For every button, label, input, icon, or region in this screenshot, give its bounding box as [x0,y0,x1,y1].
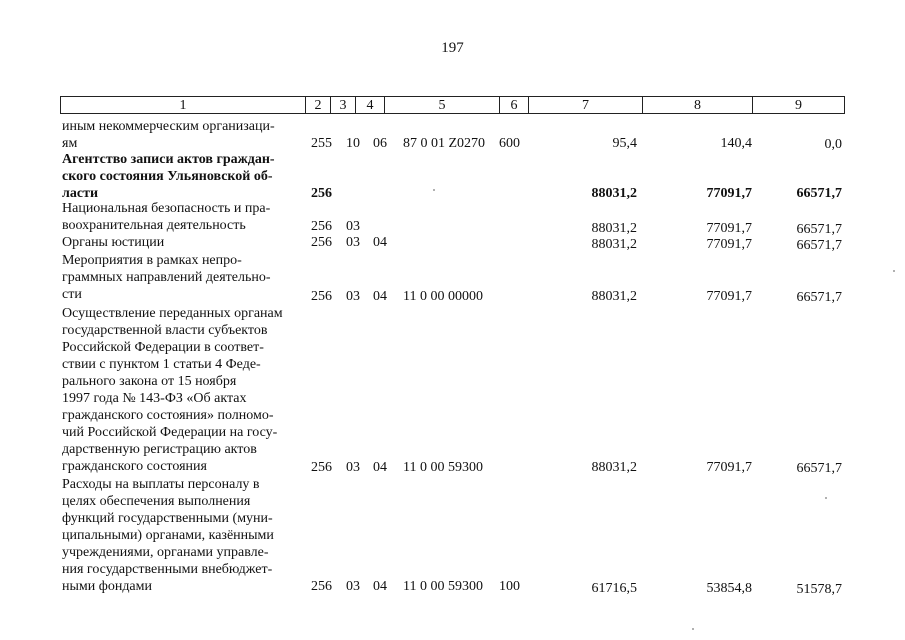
cell-col-2: 256 [311,460,332,475]
row-name [62,200,300,234]
row-name-line: ципальными) органами, казёнными [62,528,274,543]
row-name-line: Органы юстиции [62,235,165,250]
cell-col-8: 77091,7 [706,237,752,252]
cell-col-4: 04 [373,460,387,475]
cell-col-2: 256 [311,289,332,304]
cell-col-6: 600 [499,136,520,151]
cell-col-8: 77091,7 [706,221,752,236]
row-name-line: ными фондами [62,579,153,594]
cell-col-8: 77091,7 [706,186,752,201]
row-name-line: ласти [62,186,99,201]
row-name [62,118,300,152]
row-name-line: Национальная безопасность и пра- [62,201,271,216]
cell-col-9: 66571,7 [796,238,842,253]
cell-col-2: 256 [311,186,332,201]
cell-col-2: 255 [311,136,332,151]
cell-col-7: 88031,2 [591,289,637,304]
cell-col-9: 66571,7 [796,290,842,305]
cell-col-7: 88031,2 [591,460,637,475]
cell-col-5: 11 0 00 59300 [403,579,483,594]
cell-col-9: 66571,7 [796,222,842,237]
row-name-line: рального закона от 15 ноября [62,374,237,389]
cell-col-5: 11 0 00 00000 [403,289,483,304]
header-col-5: 5 [384,96,500,114]
page-number: 197 [441,40,464,56]
cell-col-8: 77091,7 [706,460,752,475]
cell-col-4: 04 [373,235,387,250]
scan-speck [433,189,435,191]
row-name-line: 1997 года № 143-ФЗ «Об актах [62,391,247,406]
header-col-1: 1 [60,96,306,114]
cell-col-8: 77091,7 [706,289,752,304]
row-name-line: воохранительная деятельность [62,218,246,233]
cell-col-3: 03 [346,460,360,475]
cell-col-4: 04 [373,579,387,594]
row-name-line: функций государственными (муни- [62,511,273,526]
row-name-line: ния государственными внебюджет- [62,562,273,577]
cell-col-5: 11 0 00 59300 [403,460,483,475]
row-name-line: Агентство записи актов граждан- [62,152,275,167]
cell-col-3: 03 [346,289,360,304]
row-name-line: гражданского состояния [62,459,207,474]
cell-col-2: 256 [311,579,332,594]
row-name-line: сти [62,287,82,302]
row-name-line: граммных направлений деятельно- [62,270,271,285]
header-col-7: 7 [528,96,643,114]
row-name [62,476,300,595]
row-name [62,151,300,202]
row-name-line: Российской Федерации в соответ- [62,340,264,355]
row-name-line: ям [62,136,78,151]
cell-col-8: 53854,8 [706,581,752,596]
row-name-line: Мероприятия в рамках непро- [62,253,242,268]
scan-speck [893,270,895,272]
header-col-8: 8 [642,96,753,114]
cell-col-9: 51578,7 [796,582,842,597]
cell-col-3: 03 [346,579,360,594]
row-name-line: государственной власти субъектов [62,323,268,338]
cell-col-2: 256 [311,235,332,250]
row-name-line: учреждениями, органами управле- [62,545,269,560]
cell-col-5: 87 0 01 Z0270 [403,136,486,151]
header-col-9: 9 [752,96,845,114]
scan-speck [825,497,827,499]
row-name-line: дарственную регистрацию актов [62,442,257,457]
cell-col-3: 03 [346,219,360,234]
cell-col-3: 03 [346,235,360,250]
row-name-line: ствии с пунктом 1 статьи 4 Феде- [62,357,261,372]
row-name-line: Осуществление переданных органам [62,306,283,321]
cell-col-7: 61716,5 [591,581,637,596]
row-name-line: Расходы на выплаты персоналу в [62,477,260,492]
cell-col-9: 66571,7 [796,461,842,476]
cell-col-6: 100 [499,579,520,594]
cell-col-7: 88031,2 [591,186,637,201]
cell-col-8: 140,4 [720,136,752,151]
row-name [62,234,300,251]
row-name [62,305,300,475]
cell-col-9: 0,0 [824,137,842,152]
header-col-3: 3 [330,96,356,114]
cell-col-3: 10 [346,136,360,151]
row-name-line: гражданского состояния» полномо- [62,408,274,423]
cell-col-7: 88031,2 [591,237,637,252]
scan-speck [692,628,694,630]
row-name-line: ского состояния Ульяновской об- [62,169,273,184]
row-name-line: целях обеспечения выполнения [62,494,251,509]
row-name [62,252,300,303]
row-name-line: иным некоммерческим организаци- [62,119,275,134]
cell-col-7: 88031,2 [591,221,637,236]
cell-col-9: 66571,7 [796,186,842,201]
cell-col-7: 95,4 [612,136,637,151]
cell-col-4: 04 [373,289,387,304]
header-col-4: 4 [355,96,385,114]
header-col-2: 2 [305,96,331,114]
row-name-line: чий Российской Федерации на госу- [62,425,278,440]
cell-col-2: 256 [311,219,332,234]
cell-col-4: 06 [373,136,387,151]
header-col-6: 6 [499,96,529,114]
